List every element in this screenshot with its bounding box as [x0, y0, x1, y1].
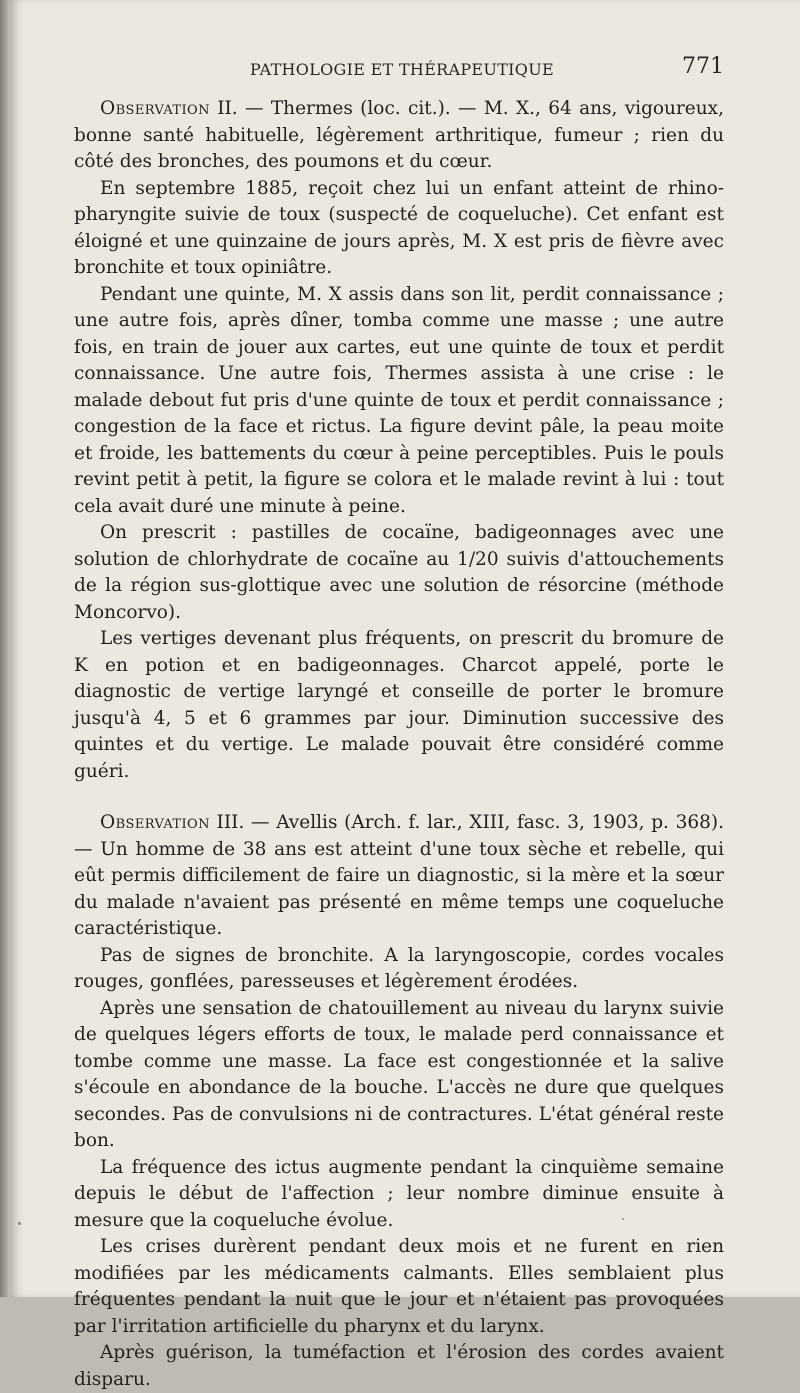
observation-3-paragraph-frequency: La fréquence des ictus augmente pendant la cinquième semaine depuis le début de l'affection ; leur nombre diminue ensuite à mesure que la coqueluche évolue. — [74, 1156, 724, 1231]
observation-3-intro: III. — Avellis (Arch. f. lar., XIII, fasc. 3, 1903, p. 368). — Un homme de 38 ans est atteint d'une toux sèche et rebelle, qui eût permis difficilement de faire un diagnostic, si la mère et la sœur du malade n'avaient pas présenté en même temps une coqueluche caractéristique. — [74, 812, 724, 939]
observation-label: Observation — [100, 98, 210, 119]
paper-speck — [622, 1218, 624, 1220]
observation-label: Observation — [100, 812, 210, 833]
observation-2-paragraph-outcome: Les vertiges devenant plus fréquents, on prescrit du bromure de K en potion et en badigeonnages. Charcot appelé, porte le diagnostic de vertige laryngé et conseille de porter le bromure jusqu'à 4, 5 et 6 grammes par jour. Diminution successive des quintes et du vertige. Le malade pouvait être considéré comme guéri. — [74, 628, 724, 782]
observation-3-heading-paragraph — [74, 810, 724, 943]
running-title: PATHOLOGIE ET THÉRAPEUTIQUE — [250, 60, 554, 79]
book-page — [10, 0, 800, 1390]
observation-3-paragraph-laryngoscopy: Pas de signes de bronchite. A la laryngoscopie, cordes vocales rouges, gonflées, paresseuses et légèrement érodées. — [74, 944, 724, 992]
observation-2-intro: II. — Thermes (loc. cit.). — M. X., 64 ans, vigoureux, bonne santé habituelle, légèrement arthritique, fumeur ; rien du côté des bronches, des poumons et du cœur. — [74, 98, 724, 172]
observation-3-paragraph-attacks: Après une sensation de chatouillement au niveau du larynx suivie de quelques légers efforts de toux, le malade perd connaissance et tombe comme une masse. La face est congestionnée et la salive s'écoule en abondance de la bouche. L'accès ne dure que quelques secondes. Pas de convulsions ni de contractures. L'état général reste bon. — [74, 997, 724, 1151]
body-text — [74, 96, 724, 1393]
observation-3-paragraph-course: Les crises durèrent pendant deux mois et ne furent en rien modifiées par les médicaments calmants. Elles semblaient plus fréquentes pendant la nuit que le jour et n'étaient pas provoquées par l'irritation artificielle du pharynx et du larynx. — [74, 1236, 724, 1337]
observation-3-paragraph-recovery: Après guérison, la tuméfaction et l'érosion des cordes avaient disparu. — [74, 1342, 724, 1390]
observation-2-paragraph-attacks: Pendant une quinte, M. X assis dans son lit, perdit connaissance ; une autre fois, après dîner, tomba comme une masse ; une autre fois, en train de jouer aux cartes, eut une quinte de toux et perdit connaissance. Une autre fois, Thermes assista à une crise : le malade debout fut pris d'une quinte de toux et perdit connaissance ; congestion de la face et rictus. La figure devint pâle, la peau moite et froide, les battements du cœur à peine perceptibles. Puis le pouls revint petit à petit, la figure se colora et le malade revint à lui : tout cela avait duré une minute à peine. — [74, 283, 724, 517]
observation-2-heading-paragraph — [74, 96, 724, 176]
running-head — [10, 56, 800, 86]
page-binding-edge — [0, 0, 10, 1297]
observation-2-paragraph-treatment: On prescrit : pastilles de cocaïne, badigeonnages avec une solution de chlorhydrate de cocaïne au 1/20 suivis d'attouchements de la région sus-glottique avec une solution de résorcine (méthode Moncorvo). — [74, 522, 724, 623]
paper-speck — [18, 1222, 21, 1225]
page-number: 771 — [682, 54, 724, 79]
observation-2-paragraph-contagion: En septembre 1885, reçoit chez lui un enfant atteint de rhino-pharyngite suivie de toux (suspecté de coqueluche). Cet enfant est éloigné et une quinzaine de jours après, M. X est pris de fièvre avec bronchite et toux opiniâtre. — [74, 177, 724, 278]
